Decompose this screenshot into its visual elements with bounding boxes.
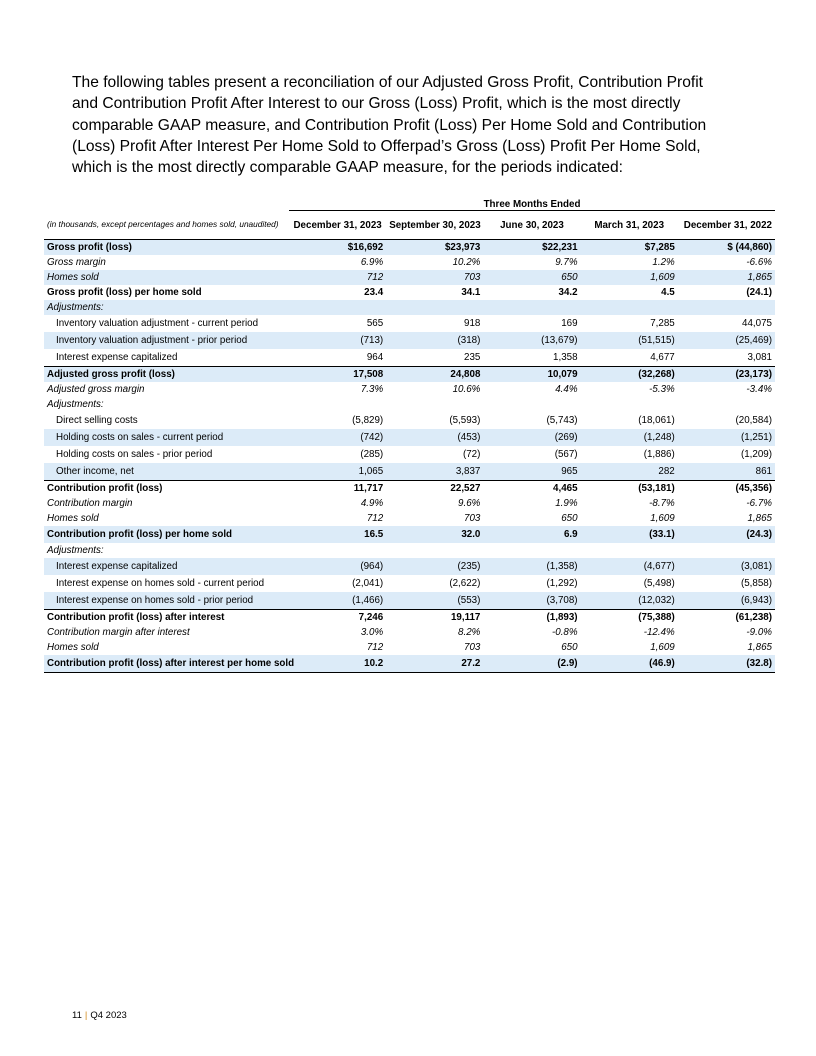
- column-header: December 31, 2023: [293, 219, 382, 231]
- row-value: (3,081): [678, 558, 775, 575]
- row-value: 1,065: [289, 463, 386, 481]
- column-header: December 31, 2022: [683, 219, 772, 231]
- row-value: (1,893): [483, 610, 580, 626]
- table-row: [44, 592, 775, 610]
- row-value: [483, 543, 580, 558]
- row-value: [678, 300, 775, 315]
- row-label: Inventory valuation adjustment - prior period: [44, 332, 289, 349]
- row-value: (20,584): [735, 415, 772, 426]
- row-label: Homes sold: [47, 513, 99, 524]
- row-value: -3.4%: [746, 384, 772, 395]
- row-value: (18,061): [638, 415, 675, 426]
- row-value: 1.2%: [652, 257, 675, 268]
- row-value: 44,075: [742, 318, 772, 329]
- column-header: March 31, 2023: [594, 219, 665, 231]
- row-value: 1,865: [747, 642, 772, 653]
- page-footer: [72, 1010, 127, 1021]
- table-row: [44, 543, 775, 558]
- row-value: 10,079: [483, 367, 580, 383]
- row-value: (61,238): [678, 610, 775, 626]
- row-value: 712: [366, 642, 384, 653]
- row-value: [386, 300, 483, 315]
- row-label: Interest expense on homes sold - current period: [56, 578, 265, 589]
- row-value: 703: [464, 513, 481, 524]
- row-value: (1,466): [289, 592, 386, 610]
- row-value: [678, 543, 775, 558]
- row-value: (5,829): [352, 415, 384, 426]
- row-value: (32,268): [581, 367, 678, 383]
- table-row: [44, 558, 775, 575]
- row-value: (25,469): [678, 332, 775, 349]
- row-value: [386, 397, 483, 412]
- table-row: [44, 481, 775, 497]
- row-value: 4.5: [661, 287, 675, 298]
- row-value: 965: [483, 463, 580, 481]
- row-value: (269): [483, 429, 580, 446]
- row-value: [581, 300, 678, 315]
- row-value: 712: [289, 270, 386, 285]
- row-value: -8.7%: [649, 498, 675, 509]
- row-value: (24.1): [746, 287, 772, 298]
- row-value: 24,808: [386, 367, 483, 383]
- group-header: Three Months Ended: [289, 197, 775, 211]
- row-value: (5,858): [740, 578, 772, 589]
- table-row: [44, 332, 775, 349]
- row-value: [289, 543, 386, 558]
- table-row: [44, 655, 775, 673]
- row-value: (72): [462, 449, 481, 460]
- row-value: (5,593): [449, 415, 481, 426]
- row-value: (1,886): [643, 449, 675, 460]
- row-value: (45,356): [678, 481, 775, 497]
- row-value: 4.9%: [360, 498, 384, 509]
- row-value: 7,285: [650, 318, 675, 329]
- table-row: [44, 625, 775, 640]
- row-value: [483, 397, 580, 412]
- row-label: Adjustments:: [44, 300, 289, 315]
- row-value: (53,181): [581, 481, 678, 497]
- table-row: [44, 446, 775, 463]
- table-row: [44, 575, 775, 592]
- row-value: -6.7%: [746, 498, 772, 509]
- row-value: 23.4: [364, 287, 384, 298]
- row-value: (1,209): [740, 449, 772, 460]
- row-value: [289, 300, 386, 315]
- row-value: 650: [483, 270, 580, 285]
- table-row: [44, 610, 775, 626]
- row-label: Contribution margin after interest: [47, 627, 190, 638]
- table-row: [44, 315, 775, 332]
- table-row: [44, 412, 775, 429]
- row-value: 7.3%: [360, 384, 384, 395]
- row-value: [678, 397, 775, 412]
- table-row: [44, 285, 775, 300]
- row-value: 703: [386, 270, 483, 285]
- row-label: Gross profit (loss): [44, 240, 289, 256]
- row-value: (12,032): [581, 592, 678, 610]
- row-label: Adjustments:: [47, 399, 104, 410]
- row-value: (51,515): [581, 332, 678, 349]
- row-value: 9.6%: [458, 498, 481, 509]
- row-value: 282: [581, 463, 678, 481]
- row-value: -0.8%: [551, 627, 578, 638]
- row-value: [289, 397, 386, 412]
- row-label: Contribution profit (loss) after interest per home sold: [44, 655, 289, 673]
- row-label: Gross profit (loss) per home sold: [47, 287, 202, 298]
- row-label: Interest expense capitalized: [44, 558, 289, 575]
- row-value: $23,973: [386, 240, 483, 256]
- row-value: (567): [554, 449, 578, 460]
- row-value: (1,248): [581, 429, 678, 446]
- row-value: 964: [366, 352, 384, 363]
- row-value: 9.7%: [555, 257, 578, 268]
- row-value: 10.2%: [452, 257, 481, 268]
- row-value: (713): [289, 332, 386, 349]
- row-label: Homes sold: [47, 642, 99, 653]
- row-value: (2,041): [352, 578, 384, 589]
- row-label: Adjusted gross margin: [47, 384, 145, 395]
- row-value: (23,173): [678, 367, 775, 383]
- footer-period: Q4 2023: [90, 1010, 127, 1021]
- table-row: [44, 382, 775, 397]
- table-row: [44, 511, 775, 526]
- row-value: 3,837: [386, 463, 483, 481]
- row-value: (5,498): [643, 578, 675, 589]
- row-label: Direct selling costs: [56, 415, 138, 426]
- row-label: Contribution profit (loss) per home sold: [44, 526, 289, 543]
- row-label: Other income, net: [44, 463, 289, 481]
- row-value: 712: [366, 513, 384, 524]
- row-value: (46.9): [581, 655, 678, 673]
- table-row: [44, 255, 775, 270]
- row-value: 6.9: [483, 526, 580, 543]
- row-value: 1,609: [581, 270, 678, 285]
- row-label: Interest expense on homes sold - prior period: [44, 592, 289, 610]
- row-value: 918: [464, 318, 481, 329]
- row-value: 34.1: [461, 287, 481, 298]
- table-row: [44, 397, 775, 412]
- row-value: $16,692: [289, 240, 386, 256]
- row-value: 11,717: [289, 481, 386, 497]
- row-value: 4.4%: [555, 384, 578, 395]
- row-value: 169: [561, 318, 578, 329]
- row-value: 861: [678, 463, 775, 481]
- table-row: [44, 349, 775, 367]
- row-value: (4,677): [581, 558, 678, 575]
- row-label: Homes sold: [44, 270, 289, 285]
- row-value: 16.5: [289, 526, 386, 543]
- row-value: (6,943): [678, 592, 775, 610]
- row-value: 4,465: [483, 481, 580, 497]
- row-value: 10.6%: [452, 384, 481, 395]
- column-header: June 30, 2023: [500, 219, 564, 231]
- row-value: [581, 543, 678, 558]
- row-value: 7,246: [289, 610, 386, 626]
- row-label: Holding costs on sales - current period: [44, 429, 289, 446]
- table-row: [44, 240, 775, 256]
- row-value: 565: [366, 318, 384, 329]
- row-value: 650: [561, 513, 578, 524]
- row-value: 703: [464, 642, 481, 653]
- table-row: [44, 640, 775, 655]
- row-value: $22,231: [483, 240, 580, 256]
- reconciliation-table: [44, 197, 775, 673]
- row-value: 1,358: [553, 352, 578, 363]
- table-row: [44, 496, 775, 511]
- row-value: (453): [386, 429, 483, 446]
- label-column-header: (in thousands, except percentages and homes sold, unaudited): [47, 219, 279, 230]
- row-value: (964): [289, 558, 386, 575]
- row-value: 235: [464, 352, 481, 363]
- row-value: (1,358): [483, 558, 580, 575]
- row-value: (235): [386, 558, 483, 575]
- row-value: 1,865: [747, 513, 772, 524]
- row-value: 1,609: [650, 513, 675, 524]
- table-row: [44, 429, 775, 446]
- row-value: [483, 300, 580, 315]
- row-value: -5.3%: [649, 384, 675, 395]
- table-row: [44, 367, 775, 383]
- row-value: (5,743): [546, 415, 578, 426]
- row-label: Adjusted gross profit (loss): [44, 367, 289, 383]
- row-value: 6.9%: [360, 257, 384, 268]
- page-number: 11: [72, 1010, 82, 1021]
- row-label: Adjustments:: [47, 545, 104, 556]
- row-value: 17,508: [289, 367, 386, 383]
- row-value: [581, 397, 678, 412]
- row-value: (285): [360, 449, 384, 460]
- column-header: September 30, 2023: [389, 219, 481, 231]
- row-value: 34.2: [558, 287, 578, 298]
- row-value: 27.2: [386, 655, 483, 673]
- row-value: (75,388): [581, 610, 678, 626]
- row-value: 3.0%: [360, 627, 384, 638]
- row-value: (32.8): [678, 655, 775, 673]
- row-label: Holding costs on sales - prior period: [56, 449, 213, 460]
- table-row: [44, 300, 775, 315]
- row-value: (33.1): [581, 526, 678, 543]
- table-row: [44, 526, 775, 543]
- row-value: (742): [289, 429, 386, 446]
- row-value: 1.9%: [555, 498, 578, 509]
- row-value: $7,285: [581, 240, 678, 256]
- row-value: 19,117: [386, 610, 483, 626]
- table-row: [44, 270, 775, 285]
- row-value: (3,708): [483, 592, 580, 610]
- row-value: (2,622): [449, 578, 481, 589]
- row-value: 3,081: [747, 352, 772, 363]
- row-value: (1,292): [546, 578, 578, 589]
- row-value: -12.4%: [643, 627, 675, 638]
- row-value: -9.0%: [746, 627, 772, 638]
- row-label: Contribution profit (loss): [44, 481, 289, 497]
- row-value: 10.2: [289, 655, 386, 673]
- footer-separator: |: [84, 1010, 88, 1021]
- intro-paragraph: The following tables present a reconciliation of our Adjusted Gross Profit, Contribution Profit and Contribution Profit After Interest to our Gross (Loss) Profit, which is the most directly comparable GAAP measure, and Contribution Profit (Loss) Per Home Sold and Contribution (Loss) Profit After Interest Per Home Sold to Offerpad’s Gross (Loss) Profit Per Home Sold, which is the most directly comparable GAAP measure, for the periods indicated:: [72, 74, 707, 177]
- row-label: Interest expense capitalized: [56, 352, 178, 363]
- row-value: (24.3): [678, 526, 775, 543]
- row-value: [386, 543, 483, 558]
- row-value: $ (44,860): [678, 240, 775, 256]
- row-label: Gross margin: [47, 257, 106, 268]
- row-value: (553): [386, 592, 483, 610]
- row-value: (318): [386, 332, 483, 349]
- row-value: 8.2%: [458, 627, 481, 638]
- row-value: 1,609: [650, 642, 675, 653]
- row-value: 22,527: [386, 481, 483, 497]
- row-value: -6.6%: [746, 257, 772, 268]
- row-value: (13,679): [483, 332, 580, 349]
- table-row: [44, 463, 775, 481]
- table-body: [44, 240, 775, 673]
- row-value: 650: [561, 642, 578, 653]
- row-label: Inventory valuation adjustment - current period: [56, 318, 259, 329]
- row-label: Contribution margin: [47, 498, 133, 509]
- row-value: 32.0: [386, 526, 483, 543]
- row-label: Contribution profit (loss) after interest: [44, 610, 289, 626]
- row-value: (1,251): [678, 429, 775, 446]
- row-value: 4,677: [650, 352, 675, 363]
- row-value: (2.9): [483, 655, 580, 673]
- row-value: 1,865: [678, 270, 775, 285]
